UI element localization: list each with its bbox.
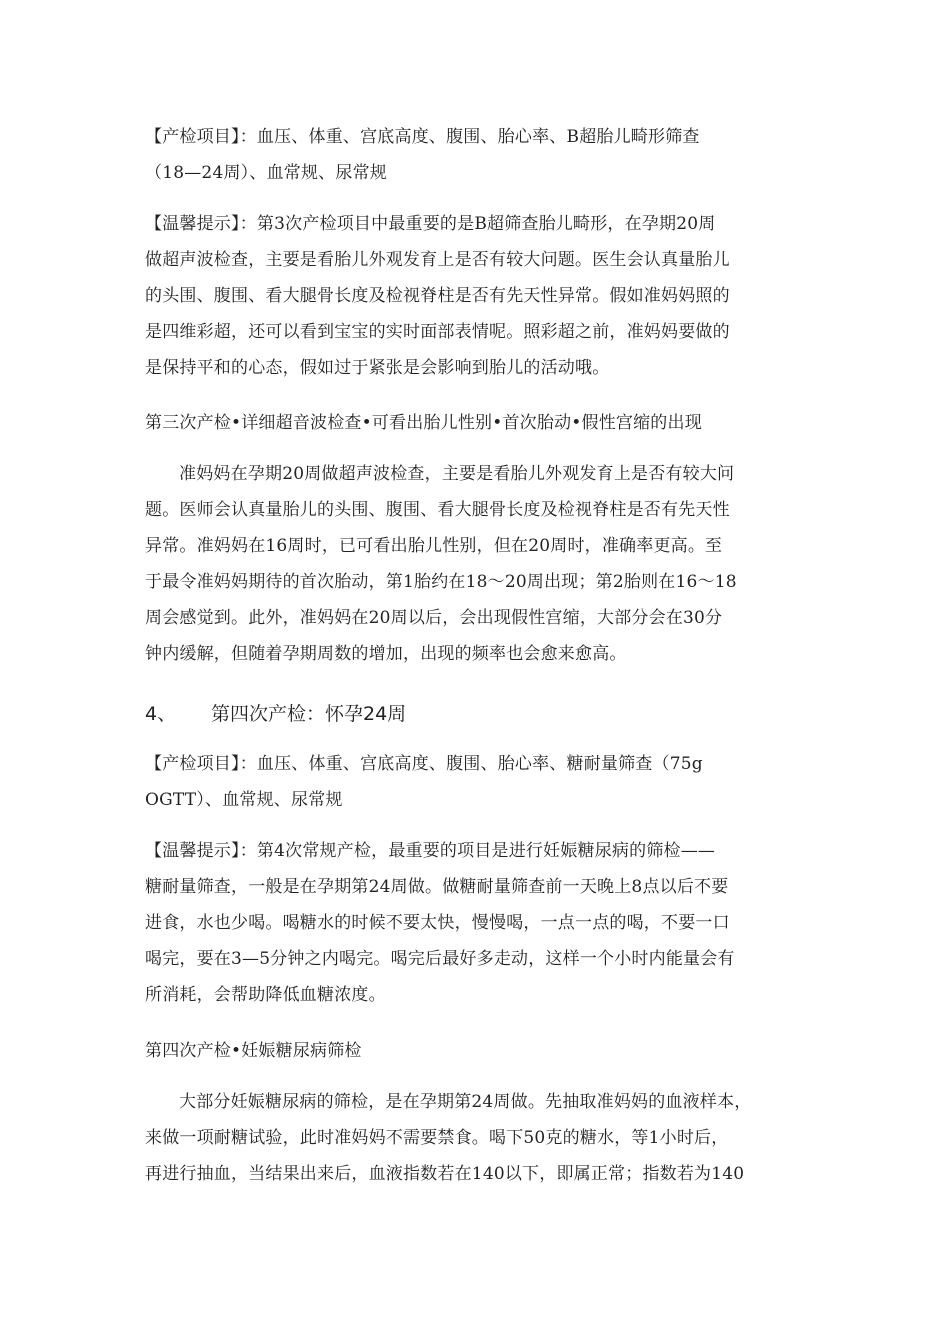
third-exam-body-paragraph: [145, 456, 815, 672]
text-line: （18—24周）、血常规、尿常规: [145, 163, 387, 183]
text-line: 大部分妊娠糖尿病的筛检，是在孕期第24周做。先抽取准妈妈的血液样本，: [179, 1092, 752, 1112]
fourth-exam-body-paragraph: [145, 1084, 815, 1192]
section-heading-4: [145, 696, 815, 732]
text-line: 所消耗，会帮助降低血糖浓度。: [145, 985, 386, 1005]
text-line: 糖耐量筛查，一般是在孕期第24周做。做糖耐量筛查前一天晚上8点以后不要: [145, 877, 729, 897]
section-title: 第四次产检：怀孕24周: [211, 703, 407, 725]
text-line: 【产检项目】：血压、体重、宫底高度、腹围、胎心率、糖耐量筛查（75g: [145, 754, 703, 774]
text-line: 准妈妈在孕期20周做超声波检查，主要是看胎儿外观发育上是否有较大问: [179, 464, 735, 484]
text-line: 【温馨提示】：第4次常规产检，最重要的项目是进行妊娠糖尿病的筛检——: [145, 841, 716, 861]
exam-items-paragraph-4: [145, 746, 815, 818]
text-line: 周会感觉到。此外，准妈妈在20周以后，会出现假性宫缩，大部分会在30分: [145, 608, 723, 628]
text-line: 再进行抽血，当结果出来后，血液指数若在140以下，即属正常；指数若为140: [145, 1164, 745, 1184]
fourth-exam-subheading: [145, 1033, 815, 1069]
tips-paragraph-3: [145, 206, 815, 386]
text-line: 做超声波检查，主要是看胎儿外观发育上是否有较大问题。医生会认真量胎儿: [145, 250, 730, 270]
third-exam-subheading: [145, 405, 815, 441]
text-line: 【温馨提示】：第3次产检项目中最重要的是B超筛查胎儿畸形，在孕期20周: [145, 214, 716, 234]
section-number: 4、: [145, 703, 177, 725]
text-line: 第四次产检•妊娠糖尿病筛检: [145, 1041, 362, 1061]
tips-paragraph-4: [145, 833, 815, 1013]
text-line: 是保持平和的心态，假如过于紧张是会影响到胎儿的活动哦。: [145, 358, 610, 378]
text-line: 是四维彩超，还可以看到宝宝的实时面部表情呢。照彩超之前，准妈妈要做的: [145, 322, 730, 342]
text-line: 钟内缓解，但随着孕期周数的增加，出现的频率也会愈来愈高。: [145, 644, 627, 664]
text-line: 异常。准妈妈在16周时，已可看出胎儿性别，但在20周时，准确率更高。至: [145, 536, 723, 556]
text-line: 喝完，要在3—5分钟之内喝完。喝完后最好多走动，这样一个小时内能量会有: [145, 949, 735, 969]
text-line: 【产检项目】：血压、体重、宫底高度、腹围、胎心率、B超胎儿畸形筛查: [145, 127, 700, 147]
text-line: 的头围、腹围、看大腿骨长度及检视脊柱是否有先天性异常。假如准妈妈照的: [145, 286, 730, 306]
text-line: OGTT）、血常规、尿常规: [145, 790, 343, 810]
text-line: 第三次产检•详细超音波检查•可看出胎儿性别•首次胎动•假性宫缩的出现: [145, 413, 702, 433]
text-line: 于最令准妈妈期待的首次胎动，第1胎约在18～20周出现；第2胎则在16～18: [145, 572, 737, 592]
text-line: 题。医师会认真量胎儿的头围、腹围、看大腿骨长度及检视脊柱是否有先天性: [145, 500, 730, 520]
exam-items-paragraph-3: [145, 119, 815, 191]
text-line: 进食，水也少喝。喝糖水的时候不要太快，慢慢喝，一点一点的喝，不要一口: [145, 913, 730, 933]
text-line: 来做一项耐糖试验，此时准妈妈不需要禁食。喝下50克的糖水，等1小时后，: [145, 1128, 729, 1148]
